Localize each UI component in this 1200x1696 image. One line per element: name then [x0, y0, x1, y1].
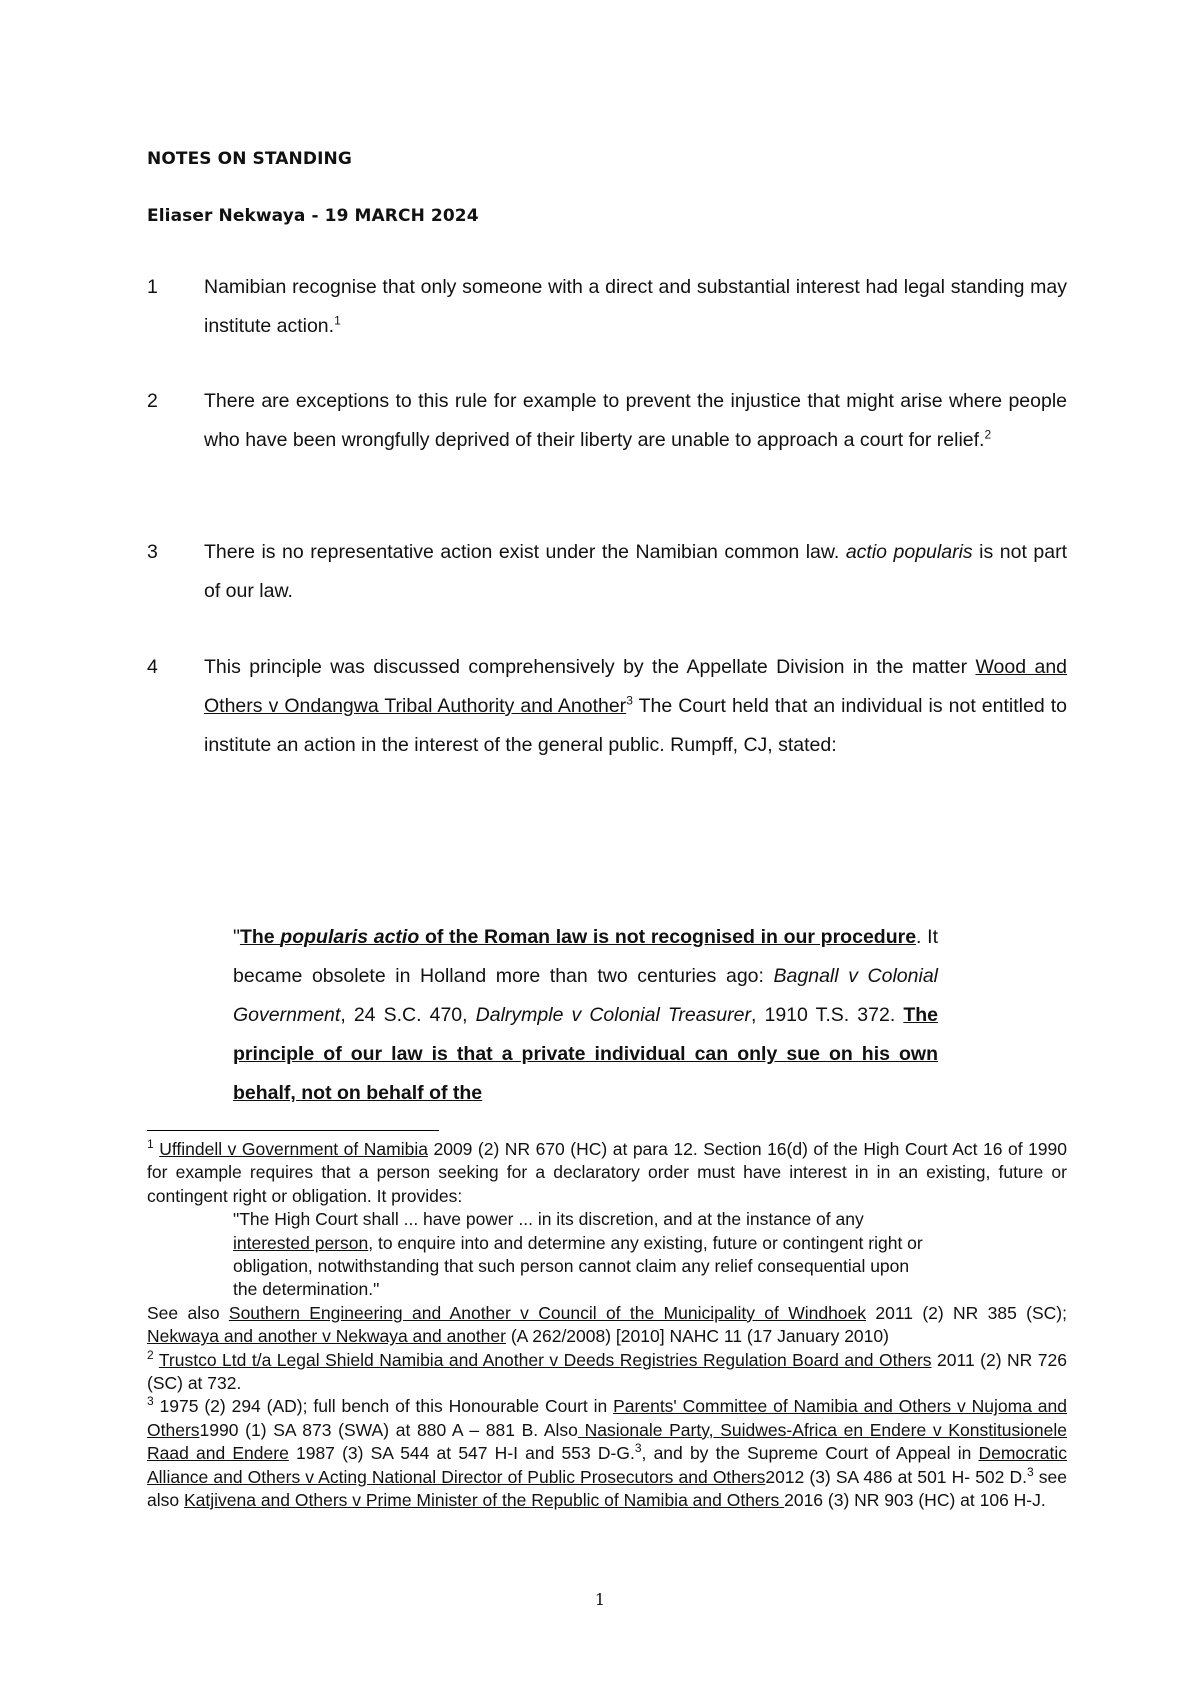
footnote-text: 1975 (2) 294 (AD); full bench of this Honourable Court in [153, 1396, 614, 1417]
paragraph-number: 1 [147, 276, 158, 298]
case-citation: Wood and Others v Ondangwa Tribal Authority and Another [204, 656, 1068, 717]
footnote-underlined: interested person [233, 1232, 369, 1253]
footnote-text: 2009 (2) NR 670 (HC) at para 12. Section 16(d) of the High Court Act 16 of 1990 for example requires that a person seeking for a declaratory order must have interest in in an existing, future or contingent right or obligation. It provides: [147, 1139, 1067, 1206]
quote-case: Dalrymple v Colonial Treasurer [475, 1004, 751, 1026]
quote-bold: of the Roman law is not recognised in our procedure [419, 926, 917, 948]
paragraph-number: 4 [147, 656, 158, 678]
footnote-text: "The High Court shall ... have power ... in its discretion, and at the instance of any [233, 1209, 864, 1230]
quote-mark: " [233, 926, 240, 948]
page-number: 1 [594, 1590, 606, 1609]
quote-text: . It became obsolete in Holland more than two centuries ago: [233, 926, 938, 987]
footnote-separator [147, 1130, 439, 1131]
footnote-text: 1990 (1) SA 873 (SWA) at 880 A – 881 B. Also [199, 1419, 578, 1440]
case-citation: Nasionale Party, Suidwes-Africa en Endere v Konstitusionele Raad and Endere [147, 1419, 1067, 1464]
case-citation: Southern Engineering and Another v Council of the Municipality of Windhoek [228, 1302, 867, 1323]
footnote-text: See also [147, 1302, 229, 1323]
quote-text: , 24 S.C. 470, [340, 1004, 476, 1026]
paragraph-text: is not part of our law. [204, 541, 1067, 602]
quote-bold: The [239, 926, 281, 948]
footnote-2 [147, 1349, 1067, 1396]
footnote-text: , to enquire into and determine any existing, future or contingent right or obligation, notwithstanding that such person cannot claim any relief consequential upon the determination." [233, 1232, 923, 1300]
paragraph-text: The Court held that an individual is not entitled to institute an action in the interest of the general public. Rumpff, CJ, stated: [204, 695, 1067, 756]
case-citation: Katjivena and Others v Prime Minister of the Republic of Namibia and Others [183, 1490, 785, 1511]
paragraph-3 [147, 533, 1067, 611]
case-citation: Trustco Ltd t/a Legal Shield Namibia and Another v Deeds Registries Regulation Board and Others [158, 1349, 932, 1370]
quote-case: Bagnall v Colonial Government [233, 965, 938, 1026]
author-date-line: Eliaser Nekwaya - 19 MARCH 2024 [147, 206, 479, 226]
quote-text: , 1910 T.S. 372. [750, 1004, 904, 1026]
footnote-ref[interactable]: 1 [334, 313, 341, 328]
footnote-1-see-also [147, 1302, 1067, 1349]
footnote-text: 1987 (3) SA 544 at 547 H-I and 553 D-G. [288, 1443, 635, 1464]
footnote-mark: 3 [634, 1441, 642, 1456]
footnote-text: see also [147, 1466, 1068, 1511]
paragraph-number: 3 [147, 541, 158, 563]
footnote-text: 2011 (2) NR 385 (SC); [866, 1302, 1067, 1323]
paragraph-text: This principle was discussed comprehensively by the Appellate Division in the matter [204, 656, 976, 678]
case-citation: Uffindell v Government of Namibia [159, 1139, 428, 1159]
case-citation: Democratic Alliance and Others v Acting National Director of Public Prosecutors and Others [147, 1443, 1067, 1487]
quote-bold-italic: popularis actio [280, 926, 420, 948]
footnote-mark: 3 [1027, 1464, 1034, 1479]
footnote-ref[interactable]: 2 [984, 427, 992, 442]
quote-bold: The principle of our law is that a private individual can only sue on his own behalf, not on behalf of the [233, 1004, 938, 1104]
paragraph-text: There are exceptions to this rule for example to prevent the injustice that might arise where people who have been wrongfully deprived of their liberty are unable to approach a court for relief. [204, 390, 1067, 451]
paragraph-2 [147, 382, 1067, 460]
footnote-1-quote [233, 1208, 933, 1302]
footnote-text: 2012 (3) SA 486 at 501 H- 502 D. [765, 1466, 1027, 1487]
footnote-mark: 3 [147, 1394, 154, 1409]
paragraph-1 [147, 268, 1067, 346]
footnote-text: (A 262/2008) [2010] NAHC 11 (17 January 2010) [505, 1326, 889, 1347]
paragraph-4 [147, 648, 1067, 765]
case-citation: Nekwaya and another v Nekwaya and another [147, 1326, 506, 1347]
footnote-mark: 2 [147, 1347, 154, 1362]
footnote-3 [147, 1395, 1067, 1512]
footnotes [147, 1138, 1067, 1513]
footnote-text: , and by the Supreme Court of Appeal in [641, 1443, 979, 1464]
footnote-text: 2016 (3) NR 903 (HC) at 106 H-J. [784, 1490, 1046, 1511]
document-title: NOTES ON STANDING [147, 149, 352, 169]
footnote-1 [147, 1138, 1067, 1208]
block-quote [233, 918, 938, 1113]
footnote-text: 2011 (2) NR 726 (SC) at 732. [147, 1349, 1068, 1394]
italic-term: actio popularis [845, 541, 973, 563]
footnote-ref[interactable]: 3 [626, 693, 633, 708]
case-citation: Parents' Committee of Namibia and Others v Nujoma and Others [147, 1396, 1067, 1440]
paragraph-text: There is no representative action exist under the Namibian common law. [204, 541, 846, 563]
paragraph-text: Namibian recognise that only someone with a direct and substantial interest had legal standing may institute action. [204, 276, 1067, 337]
footnote-mark: 1 [147, 1137, 154, 1152]
paragraph-number: 2 [147, 390, 158, 412]
